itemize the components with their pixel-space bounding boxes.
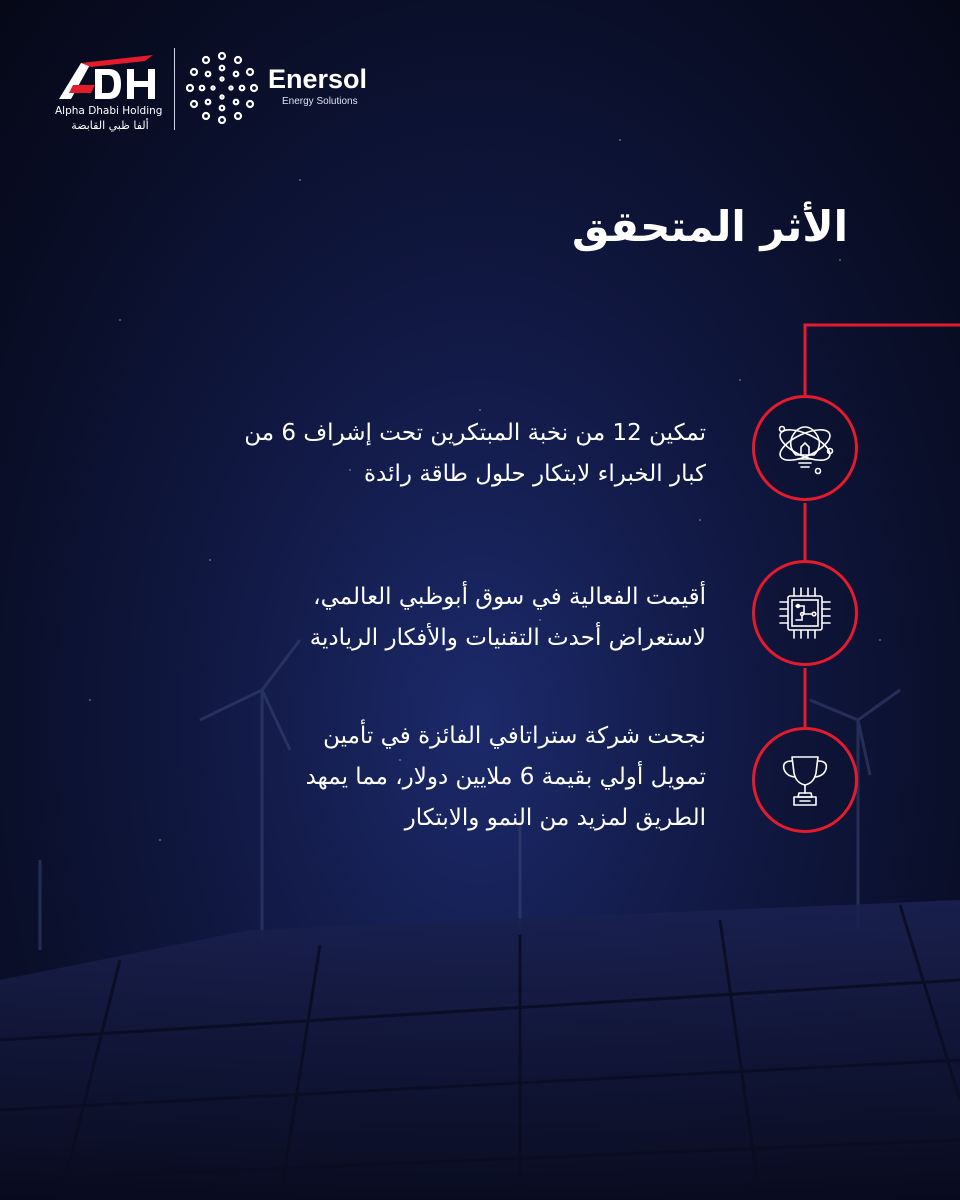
impact-3-line-2: تمويل أولي بقيمة 6 ملايين دولار، مما يمهد xyxy=(305,764,706,790)
enersol-tagline: Energy Solutions xyxy=(282,96,358,107)
impact-1-line-2: كبار الخبراء لابتكار حلول طاقة رائدة xyxy=(363,461,706,487)
impact-icon-2 xyxy=(752,560,858,666)
impact-3-line-1: نجحت شركة ستراتافي الفائزة في تأمين xyxy=(323,723,706,749)
adh-name-english: Alpha Dhabi Holding xyxy=(55,105,163,117)
enersol-name: Enersol xyxy=(268,64,368,94)
impact-1-line-1: تمكين 12 من نخبة المبتكرين تحت إشراف 6 من xyxy=(244,420,706,446)
lightbulb-atom-icon xyxy=(774,417,836,479)
trophy-icon xyxy=(774,749,836,811)
page-title: الأثر المتحقق xyxy=(571,202,848,251)
impact-text-1 xyxy=(206,413,706,495)
impact-2-line-2: لاستعراض أحدث التقنيات والأفكار الريادية xyxy=(309,625,706,651)
adh-name-arabic: ألفا ظبي القابضة xyxy=(71,119,149,132)
impact-icon-3 xyxy=(752,727,858,833)
circuit-chip-icon xyxy=(774,582,836,644)
impact-3-line-3: الطريق لمزيد من النمو والابتكار xyxy=(404,805,706,831)
impact-text-2 xyxy=(206,577,706,659)
impact-text-3 xyxy=(206,716,706,839)
impact-2-line-1: أقيمت الفعالية في سوق أبوظبي العالمي، xyxy=(313,584,706,610)
impact-icon-1 xyxy=(752,395,858,501)
